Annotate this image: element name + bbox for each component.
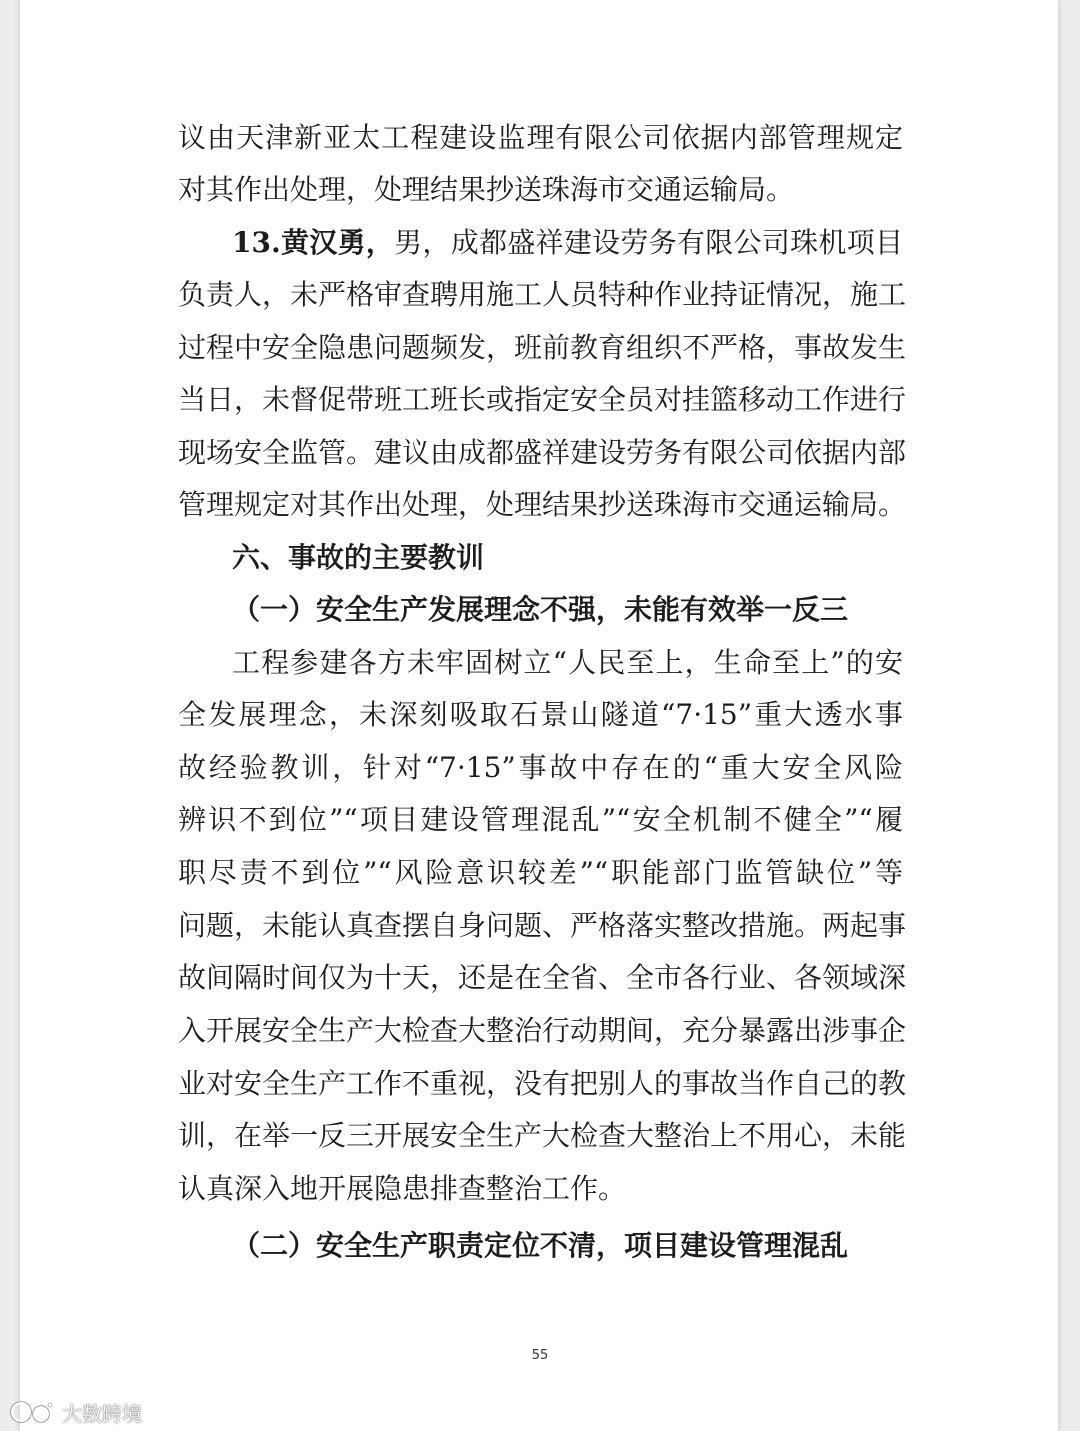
watermark: [8, 1398, 142, 1426]
subsection-heading-1: （一）安全生产发展理念不强，未能有效举一反三: [232, 593, 849, 626]
text-line: 业对安全生产工作不重视，没有把别人的事故当作自己的教: [178, 1067, 907, 1100]
text-line: 训，在举一反三开展安全生产大检查大整治上不用心，未能: [178, 1119, 907, 1152]
section-heading: 六、事故的主要教训: [232, 541, 485, 574]
person-name: 黄汉勇，: [280, 226, 395, 259]
text-line: 故经验教训，针对“7·15”事故中存在的“重大安全风险: [178, 751, 903, 784]
text-line: 故间隔时间仅为十天，还是在全省、全市各行业、各领域深: [178, 961, 907, 994]
watermark-text: 大数跨境: [62, 1401, 142, 1426]
text-line: 问题，未能认真查摆自身问题、严格落实整改措施。两起事: [178, 909, 907, 942]
page-number: 55: [531, 1348, 549, 1363]
text-line: 辨识不到位”“项目建设管理混乱”“安全机制不健全”“履: [178, 803, 903, 836]
item-13-line: [232, 225, 903, 261]
item-text: 男，成都盛祥建设劳务有限公司珠机项目: [394, 226, 903, 259]
text-line: 议由天津新亚太工程建设监理有限公司依据内部管理规定: [178, 121, 903, 154]
text-line: 当日，未督促带班工班长或指定安全员对挂篮移动工作进行: [178, 383, 907, 416]
text-line: 管理规定对其作出处理，处理结果抄送珠海市交通运输局。: [178, 488, 907, 521]
text-line: 工程参建各方未牢固树立“人民至上，生命至上”的安: [232, 646, 903, 679]
weibo-logo-icon: [8, 1399, 56, 1425]
text-line: 全发展理念，未深刻吸取石景山隧道“7·15”重大透水事: [178, 698, 903, 731]
text-line: 负责人，未严格审查聘用施工人员特种作业持证情况，施工: [178, 278, 907, 311]
item-number: 13.: [232, 226, 281, 259]
text-line: 入开展安全生产大检查大整治行动期间，充分暴露出涉事企: [178, 1014, 907, 1047]
text-line: 认真深入地开展隐患排查整治工作。: [178, 1172, 627, 1205]
text-line: 过程中安全隐患问题频发，班前教育组织不严格，事故发生: [178, 331, 907, 364]
text-line: 职尽责不到位”“风险意识较差”“职能部门监管缺位”等: [178, 856, 903, 889]
subsection-heading-2: （二）安全生产职责定位不清，项目建设管理混乱: [232, 1229, 849, 1262]
text-line: 现场安全监管。建议由成都盛祥建设劳务有限公司依据内部: [178, 436, 907, 469]
text-line: 对其作出处理，处理结果抄送珠海市交通运输局。: [178, 173, 795, 206]
